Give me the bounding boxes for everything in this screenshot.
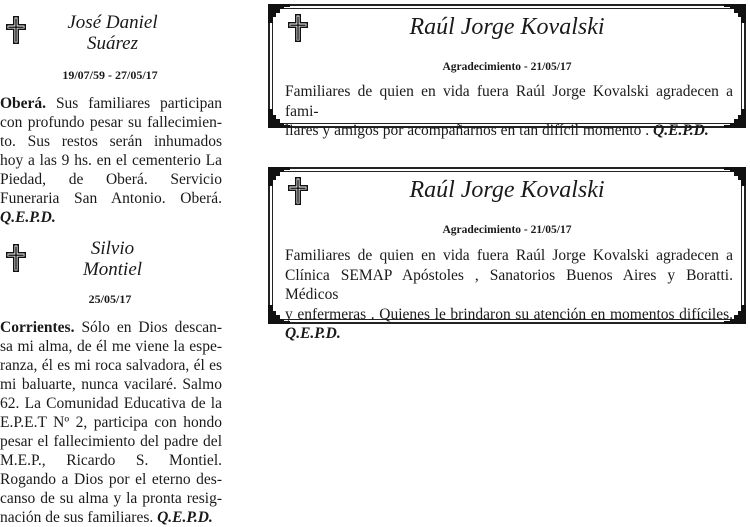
obituary-text: Oberá. Sus familiares participan con profundo pesar su fallecimien- to. Sus restos serán inhumados hoy a las 9 hs. en el cementerio La Piedad, de Oberá. Servicio Funeraria San Antonio. Oberá. Q.E.P.D. — [0, 95, 223, 226]
obituary-text: Corrientes. Sólo en Dios descan- sa mi alma, de él me viene la espe- ranza, él es mi roca salvadora, él es mi baluarte, nunca vacilaré. Salmo 62. La Comunidad Educativa de la E.P.E.T Nº 2, participa con hondo pesar el fallecimiento del padre del M.E.P., Ricardo S. Montiel. Rogando a Dios por el eterno des- canso de su alma y la pronta resig- nación de sus familiares. Q.E.P.D. — [0, 319, 223, 526]
obituary-name: Silvio Montiel — [82, 238, 143, 280]
qepd-label: Q.E.P.D. — [285, 325, 341, 342]
box-subtitle: Agradecimiento - 21/05/17 — [442, 224, 572, 236]
cross-icon — [6, 244, 26, 272]
notice-box — [268, 167, 746, 342]
place-label: Corrientes. — [0, 319, 75, 336]
obituary-name: José Daniel Suárez — [67, 12, 158, 54]
box-text: Familiares de quien en vida fuera Raúl Jorge Kovalski agradecen a Clínica SEMAP Apóstoles , Sanatorios Buenos Aires y Boratti. Médicos y enfermeras . Quienes le brindaron su atención en momentos difíciles. Q.E.P.D. — [285, 247, 733, 342]
notice-box — [268, 4, 746, 139]
place-label: Oberá. — [0, 95, 47, 112]
box-subtitle: Agradecimiento - 21/05/17 — [442, 61, 572, 73]
box-title: Raúl Jorge Kovalski — [409, 177, 605, 203]
qepd-label: Q.E.P.D. — [157, 509, 213, 526]
cross-icon — [6, 16, 26, 44]
qepd-label: Q.E.P.D. — [653, 122, 709, 139]
box-text: Familiares de quien en vida fuera Raúl Jorge Kovalski agradecen a fami- liares y amigos por acompañarnos en tan difícil momento . Q.E.P.D. — [285, 83, 733, 139]
obituary-dates: 19/07/59 - 27/05/17 — [62, 68, 158, 82]
box-title: Raúl Jorge Kovalski — [409, 14, 605, 40]
qepd-label: Q.E.P.D. — [0, 209, 56, 226]
obituary-dates: 25/05/17 — [88, 292, 132, 306]
